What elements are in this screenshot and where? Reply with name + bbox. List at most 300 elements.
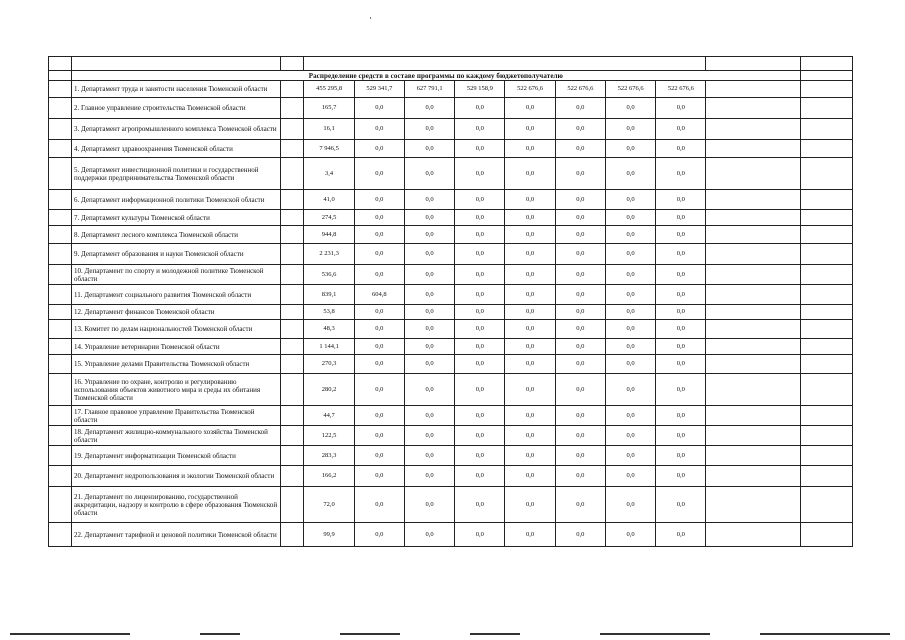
row-value-cell: 0,0 xyxy=(656,446,706,466)
row-value-cell: 0,0 xyxy=(505,466,555,487)
row-value-cell: 529 341,7 xyxy=(354,81,404,98)
row-value-cell: 0,0 xyxy=(656,339,706,355)
row-empty-cell xyxy=(281,158,304,190)
row-note-cell xyxy=(706,98,800,119)
row-value-cell: 0,0 xyxy=(605,140,655,158)
row-value-cell: 0,0 xyxy=(404,446,454,466)
row-right-cell xyxy=(800,98,852,119)
row-value-cell: 280,2 xyxy=(304,374,354,406)
row-value-cell: 0,0 xyxy=(455,140,505,158)
table-row xyxy=(49,140,853,158)
row-note-cell xyxy=(706,305,800,320)
row-value-cell: 0,0 xyxy=(455,244,505,265)
table-row xyxy=(49,210,853,226)
row-value-cell: 0,0 xyxy=(505,98,555,119)
row-value-cell: 604,8 xyxy=(354,285,404,305)
header-cell-note xyxy=(706,57,800,71)
row-value-cell: 0,0 xyxy=(656,523,706,547)
row-value-cell: 0,0 xyxy=(656,226,706,244)
row-recipient-name: 15. Управление делами Правительства Тюменской области xyxy=(72,355,281,374)
table-row xyxy=(49,158,853,190)
row-left-cell xyxy=(49,226,72,244)
row-value-cell: 0,0 xyxy=(555,226,605,244)
section-title: Распределение средств в составе программы по каждому бюджетополучателю xyxy=(72,71,801,81)
row-value-cell: 0,0 xyxy=(455,355,505,374)
row-value-cell: 0,0 xyxy=(404,285,454,305)
row-value-cell: 0,0 xyxy=(354,374,404,406)
table-row xyxy=(49,355,853,374)
row-recipient-name: 10. Департамент по спорту и молодежной политике Тюменской области xyxy=(72,265,281,285)
row-value-cell: 0,0 xyxy=(354,226,404,244)
row-value-cell: 0,0 xyxy=(605,226,655,244)
row-empty-cell xyxy=(281,98,304,119)
row-value-cell: 0,0 xyxy=(605,210,655,226)
row-note-cell xyxy=(706,81,800,98)
row-value-cell: 0,0 xyxy=(455,190,505,210)
row-value-cell: 0,0 xyxy=(505,140,555,158)
row-value-cell: 283,3 xyxy=(304,446,354,466)
row-right-cell xyxy=(800,426,852,446)
row-value-cell: 0,0 xyxy=(656,190,706,210)
row-note-cell xyxy=(706,406,800,426)
table-row xyxy=(49,119,853,140)
row-note-cell xyxy=(706,320,800,339)
table-row xyxy=(49,320,853,339)
row-value-cell: 0,0 xyxy=(455,339,505,355)
row-value-cell: 522 676,6 xyxy=(656,81,706,98)
row-left-cell xyxy=(49,285,72,305)
table-row xyxy=(49,487,853,523)
row-value-cell: 0,0 xyxy=(605,523,655,547)
row-value-cell: 0,0 xyxy=(605,446,655,466)
row-value-cell: 0,0 xyxy=(354,210,404,226)
header-cell-values xyxy=(304,57,706,71)
table-row xyxy=(49,374,853,406)
row-empty-cell xyxy=(281,140,304,158)
row-recipient-name: 20. Департамент недропользования и экологии Тюменской области xyxy=(72,466,281,487)
row-value-cell: 0,0 xyxy=(354,339,404,355)
row-value-cell: 0,0 xyxy=(404,190,454,210)
row-empty-cell xyxy=(281,265,304,285)
row-value-cell: 0,0 xyxy=(505,446,555,466)
row-value-cell: 0,0 xyxy=(455,320,505,339)
row-right-cell xyxy=(800,487,852,523)
header-cell-left xyxy=(49,57,72,71)
header-cell-empty xyxy=(281,57,304,71)
row-note-cell xyxy=(706,158,800,190)
row-right-cell xyxy=(800,226,852,244)
row-right-cell xyxy=(800,355,852,374)
row-empty-cell xyxy=(281,190,304,210)
row-value-cell: 529 158,9 xyxy=(455,81,505,98)
table-row xyxy=(49,339,853,355)
table-row xyxy=(49,81,853,98)
row-value-cell: 0,0 xyxy=(404,339,454,355)
row-note-cell xyxy=(706,374,800,406)
row-note-cell xyxy=(706,426,800,446)
row-value-cell: 0,0 xyxy=(505,406,555,426)
row-value-cell: 0,0 xyxy=(404,244,454,265)
row-value-cell: 0,0 xyxy=(354,523,404,547)
row-right-cell xyxy=(800,523,852,547)
row-value-cell: 536,6 xyxy=(304,265,354,285)
row-empty-cell xyxy=(281,339,304,355)
row-value-cell: 0,0 xyxy=(455,466,505,487)
row-right-cell xyxy=(800,339,852,355)
row-right-cell xyxy=(800,285,852,305)
row-recipient-name: 11. Департамент социального развития Тюменской области xyxy=(72,285,281,305)
row-value-cell: 99,9 xyxy=(304,523,354,547)
row-recipient-name: 16. Управление по охране, контролю и регулированию использования объектов животного мира и среды их обитания Тюменской области xyxy=(72,374,281,406)
row-recipient-name: 5. Департамент инвестиционной политики и государственной поддержки предпринимательства Тюменской области xyxy=(72,158,281,190)
table-row xyxy=(49,523,853,547)
row-value-cell: 0,0 xyxy=(555,285,605,305)
row-value-cell: 0,0 xyxy=(505,119,555,140)
row-value-cell: 0,0 xyxy=(555,406,605,426)
row-recipient-name: 4. Департамент здравоохранения Тюменской области xyxy=(72,140,281,158)
row-value-cell: 0,0 xyxy=(656,265,706,285)
row-value-cell: 0,0 xyxy=(555,190,605,210)
row-value-cell: 0,0 xyxy=(605,119,655,140)
row-note-cell xyxy=(706,140,800,158)
row-value-cell: 0,0 xyxy=(354,98,404,119)
row-right-cell xyxy=(800,140,852,158)
row-right-cell xyxy=(800,244,852,265)
table-row xyxy=(49,244,853,265)
row-recipient-name: 2. Главное управление строительства Тюменской области xyxy=(72,98,281,119)
row-recipient-name: 6. Департамент информационной политики Тюменской области xyxy=(72,190,281,210)
row-right-cell xyxy=(800,374,852,406)
row-value-cell: 0,0 xyxy=(455,210,505,226)
row-value-cell: 0,0 xyxy=(656,487,706,523)
row-recipient-name: 8. Департамент лесного комплекса Тюменской области xyxy=(72,226,281,244)
row-value-cell: 0,0 xyxy=(354,140,404,158)
row-value-cell: 0,0 xyxy=(505,305,555,320)
row-value-cell: 0,0 xyxy=(455,487,505,523)
row-note-cell xyxy=(706,355,800,374)
row-value-cell: 0,0 xyxy=(555,466,605,487)
page-footer-lines xyxy=(0,633,905,639)
row-value-cell: 0,0 xyxy=(605,426,655,446)
row-value-cell: 0,0 xyxy=(505,374,555,406)
row-left-cell xyxy=(49,374,72,406)
row-value-cell: 0,0 xyxy=(404,140,454,158)
budget-distribution-table xyxy=(48,56,853,547)
row-value-cell: 0,0 xyxy=(555,98,605,119)
row-value-cell: 0,0 xyxy=(555,119,605,140)
row-left-cell xyxy=(49,406,72,426)
row-value-cell: 0,0 xyxy=(455,305,505,320)
row-left-cell xyxy=(49,140,72,158)
row-empty-cell xyxy=(281,426,304,446)
row-value-cell: 0,0 xyxy=(555,523,605,547)
header-cell-right xyxy=(800,57,852,71)
row-value-cell: 0,0 xyxy=(404,406,454,426)
row-note-cell xyxy=(706,339,800,355)
row-empty-cell xyxy=(281,226,304,244)
row-empty-cell xyxy=(281,285,304,305)
row-value-cell: 0,0 xyxy=(656,466,706,487)
row-value-cell: 72,0 xyxy=(304,487,354,523)
row-recipient-name: 21. Департамент по лицензированию, государственной аккредитации, надзору и контролю в сфере образования Тюменской области xyxy=(72,487,281,523)
row-value-cell: 0,0 xyxy=(605,305,655,320)
row-empty-cell xyxy=(281,523,304,547)
row-value-cell: 522 676,6 xyxy=(555,81,605,98)
row-value-cell: 839,1 xyxy=(304,285,354,305)
row-value-cell: 0,0 xyxy=(555,320,605,339)
row-recipient-name: 22. Департамент тарифной и ценовой политики Тюменской области xyxy=(72,523,281,547)
table-row xyxy=(49,406,853,426)
row-value-cell: 0,0 xyxy=(404,320,454,339)
row-left-cell xyxy=(49,487,72,523)
row-value-cell: 0,0 xyxy=(605,320,655,339)
row-right-cell xyxy=(800,406,852,426)
row-right-cell xyxy=(800,265,852,285)
row-value-cell: 0,0 xyxy=(455,523,505,547)
row-value-cell: 0,0 xyxy=(555,244,605,265)
row-value-cell: 0,0 xyxy=(605,374,655,406)
row-value-cell: 0,0 xyxy=(505,320,555,339)
row-value-cell: 0,0 xyxy=(404,487,454,523)
row-empty-cell xyxy=(281,374,304,406)
row-left-cell xyxy=(49,446,72,466)
row-value-cell: 0,0 xyxy=(505,355,555,374)
row-value-cell: 0,0 xyxy=(455,98,505,119)
row-right-cell xyxy=(800,466,852,487)
row-note-cell xyxy=(706,119,800,140)
table-row xyxy=(49,98,853,119)
row-value-cell: 0,0 xyxy=(605,355,655,374)
section-left-cell xyxy=(49,71,72,81)
row-value-cell: 0,0 xyxy=(605,466,655,487)
row-value-cell: 0,0 xyxy=(455,406,505,426)
row-value-cell: 0,0 xyxy=(505,190,555,210)
row-value-cell: 0,0 xyxy=(555,305,605,320)
row-value-cell: 1 144,1 xyxy=(304,339,354,355)
row-value-cell: 0,0 xyxy=(656,210,706,226)
row-value-cell: 16,1 xyxy=(304,119,354,140)
row-value-cell: 522 676,6 xyxy=(605,81,655,98)
row-value-cell: 0,0 xyxy=(404,466,454,487)
row-value-cell: 0,0 xyxy=(455,374,505,406)
row-empty-cell xyxy=(281,119,304,140)
row-recipient-name: 3. Департамент агропромышленного комплекса Тюменской области xyxy=(72,119,281,140)
row-value-cell: 44,7 xyxy=(304,406,354,426)
row-value-cell: 0,0 xyxy=(605,265,655,285)
row-value-cell: 0,0 xyxy=(505,339,555,355)
row-value-cell: 0,0 xyxy=(354,190,404,210)
row-right-cell xyxy=(800,305,852,320)
row-value-cell: 0,0 xyxy=(656,320,706,339)
row-right-cell xyxy=(800,210,852,226)
row-value-cell: 0,0 xyxy=(505,265,555,285)
row-value-cell: 165,7 xyxy=(304,98,354,119)
row-note-cell xyxy=(706,226,800,244)
row-value-cell: 0,0 xyxy=(555,355,605,374)
row-value-cell: 0,0 xyxy=(656,244,706,265)
header-cell-name xyxy=(72,57,281,71)
row-recipient-name: 12. Департамент финансов Тюменской области xyxy=(72,305,281,320)
row-value-cell: 0,0 xyxy=(354,446,404,466)
row-left-cell xyxy=(49,244,72,265)
row-empty-cell xyxy=(281,305,304,320)
row-value-cell: 0,0 xyxy=(555,374,605,406)
row-value-cell: 0,0 xyxy=(354,265,404,285)
row-value-cell: 0,0 xyxy=(605,285,655,305)
row-value-cell: 0,0 xyxy=(404,158,454,190)
row-value-cell: 0,0 xyxy=(404,98,454,119)
row-note-cell xyxy=(706,244,800,265)
row-value-cell: 0,0 xyxy=(505,285,555,305)
row-value-cell: 0,0 xyxy=(354,466,404,487)
row-value-cell: 0,0 xyxy=(555,210,605,226)
row-value-cell: 0,0 xyxy=(404,210,454,226)
row-recipient-name: 13. Комитет по делам национальностей Тюменской области xyxy=(72,320,281,339)
row-value-cell: 0,0 xyxy=(354,158,404,190)
row-recipient-name: 14. Управление ветеринарии Тюменской области xyxy=(72,339,281,355)
row-value-cell: 0,0 xyxy=(455,265,505,285)
row-note-cell xyxy=(706,523,800,547)
row-value-cell: 270,3 xyxy=(304,355,354,374)
row-value-cell: 0,0 xyxy=(404,305,454,320)
row-value-cell: 0,0 xyxy=(656,426,706,446)
table-row xyxy=(49,285,853,305)
row-value-cell: 0,0 xyxy=(656,98,706,119)
row-value-cell: 122,5 xyxy=(304,426,354,446)
row-value-cell: 455 295,8 xyxy=(304,81,354,98)
row-left-cell xyxy=(49,466,72,487)
row-recipient-name: 19. Департамент информатизации Тюменской области xyxy=(72,446,281,466)
row-value-cell: 166,2 xyxy=(304,466,354,487)
table-row xyxy=(49,265,853,285)
row-value-cell: 0,0 xyxy=(455,426,505,446)
row-value-cell: 0,0 xyxy=(455,446,505,466)
row-value-cell: 48,3 xyxy=(304,320,354,339)
row-right-cell xyxy=(800,119,852,140)
row-value-cell: 0,0 xyxy=(605,158,655,190)
row-value-cell: 0,0 xyxy=(605,487,655,523)
row-value-cell: 0,0 xyxy=(404,119,454,140)
section-title-row xyxy=(49,71,853,81)
scan-artifact xyxy=(370,17,371,19)
row-empty-cell xyxy=(281,466,304,487)
row-value-cell: 0,0 xyxy=(555,487,605,523)
row-value-cell: 0,0 xyxy=(656,119,706,140)
row-left-cell xyxy=(49,355,72,374)
row-value-cell: 53,8 xyxy=(304,305,354,320)
row-value-cell: 0,0 xyxy=(505,158,555,190)
row-value-cell: 0,0 xyxy=(354,426,404,446)
row-value-cell: 3,4 xyxy=(304,158,354,190)
row-left-cell xyxy=(49,190,72,210)
row-empty-cell xyxy=(281,446,304,466)
row-note-cell xyxy=(706,210,800,226)
row-value-cell: 0,0 xyxy=(555,158,605,190)
row-value-cell: 0,0 xyxy=(505,210,555,226)
row-value-cell: 627 791,1 xyxy=(404,81,454,98)
row-recipient-name: 1. Департамент труда и занятости населения Тюменской области xyxy=(72,81,281,98)
row-value-cell: 0,0 xyxy=(455,285,505,305)
row-left-cell xyxy=(49,98,72,119)
row-value-cell: 522 676,6 xyxy=(505,81,555,98)
table-row xyxy=(49,466,853,487)
row-value-cell: 0,0 xyxy=(354,305,404,320)
row-value-cell: 0,0 xyxy=(555,140,605,158)
row-note-cell xyxy=(706,190,800,210)
row-value-cell: 41,0 xyxy=(304,190,354,210)
table-row xyxy=(49,190,853,210)
row-value-cell: 0,0 xyxy=(404,355,454,374)
row-empty-cell xyxy=(281,320,304,339)
row-value-cell: 0,0 xyxy=(404,426,454,446)
row-value-cell: 0,0 xyxy=(555,446,605,466)
row-value-cell: 0,0 xyxy=(656,285,706,305)
row-value-cell: 0,0 xyxy=(354,487,404,523)
row-value-cell: 0,0 xyxy=(555,339,605,355)
row-value-cell: 0,0 xyxy=(354,355,404,374)
row-empty-cell xyxy=(281,487,304,523)
row-value-cell: 0,0 xyxy=(605,98,655,119)
row-value-cell: 0,0 xyxy=(505,226,555,244)
row-value-cell: 7 946,5 xyxy=(304,140,354,158)
row-right-cell xyxy=(800,158,852,190)
row-value-cell: 0,0 xyxy=(505,523,555,547)
row-value-cell: 0,0 xyxy=(455,119,505,140)
row-value-cell: 0,0 xyxy=(505,426,555,446)
row-left-cell xyxy=(49,119,72,140)
row-value-cell: 0,0 xyxy=(354,406,404,426)
row-value-cell: 0,0 xyxy=(656,140,706,158)
row-left-cell xyxy=(49,320,72,339)
row-value-cell: 0,0 xyxy=(605,406,655,426)
row-right-cell xyxy=(800,320,852,339)
row-empty-cell xyxy=(281,355,304,374)
row-value-cell: 0,0 xyxy=(404,265,454,285)
row-value-cell: 0,0 xyxy=(404,226,454,244)
row-empty-cell xyxy=(281,210,304,226)
row-note-cell xyxy=(706,446,800,466)
row-recipient-name: 9. Департамент образования и науки Тюменской области xyxy=(72,244,281,265)
row-right-cell xyxy=(800,446,852,466)
row-empty-cell xyxy=(281,406,304,426)
table-row xyxy=(49,426,853,446)
row-empty-cell xyxy=(281,244,304,265)
row-value-cell: 0,0 xyxy=(656,355,706,374)
row-value-cell: 0,0 xyxy=(354,320,404,339)
row-value-cell: 0,0 xyxy=(505,244,555,265)
row-value-cell: 944,8 xyxy=(304,226,354,244)
row-recipient-name: 18. Департамент жилищно-коммунального хозяйства Тюменской области xyxy=(72,426,281,446)
row-value-cell: 0,0 xyxy=(656,305,706,320)
row-left-cell xyxy=(49,426,72,446)
row-value-cell: 0,0 xyxy=(354,244,404,265)
row-empty-cell xyxy=(281,81,304,98)
row-value-cell: 0,0 xyxy=(555,426,605,446)
row-note-cell xyxy=(706,285,800,305)
row-note-cell xyxy=(706,487,800,523)
row-value-cell: 274,5 xyxy=(304,210,354,226)
row-value-cell: 0,0 xyxy=(605,339,655,355)
row-value-cell: 0,0 xyxy=(656,158,706,190)
row-value-cell: 0,0 xyxy=(605,244,655,265)
row-value-cell: 0,0 xyxy=(555,265,605,285)
row-left-cell xyxy=(49,210,72,226)
row-right-cell xyxy=(800,190,852,210)
row-value-cell: 0,0 xyxy=(505,487,555,523)
row-left-cell xyxy=(49,265,72,285)
row-value-cell: 0,0 xyxy=(455,226,505,244)
row-recipient-name: 7. Департамент культуры Тюменской области xyxy=(72,210,281,226)
